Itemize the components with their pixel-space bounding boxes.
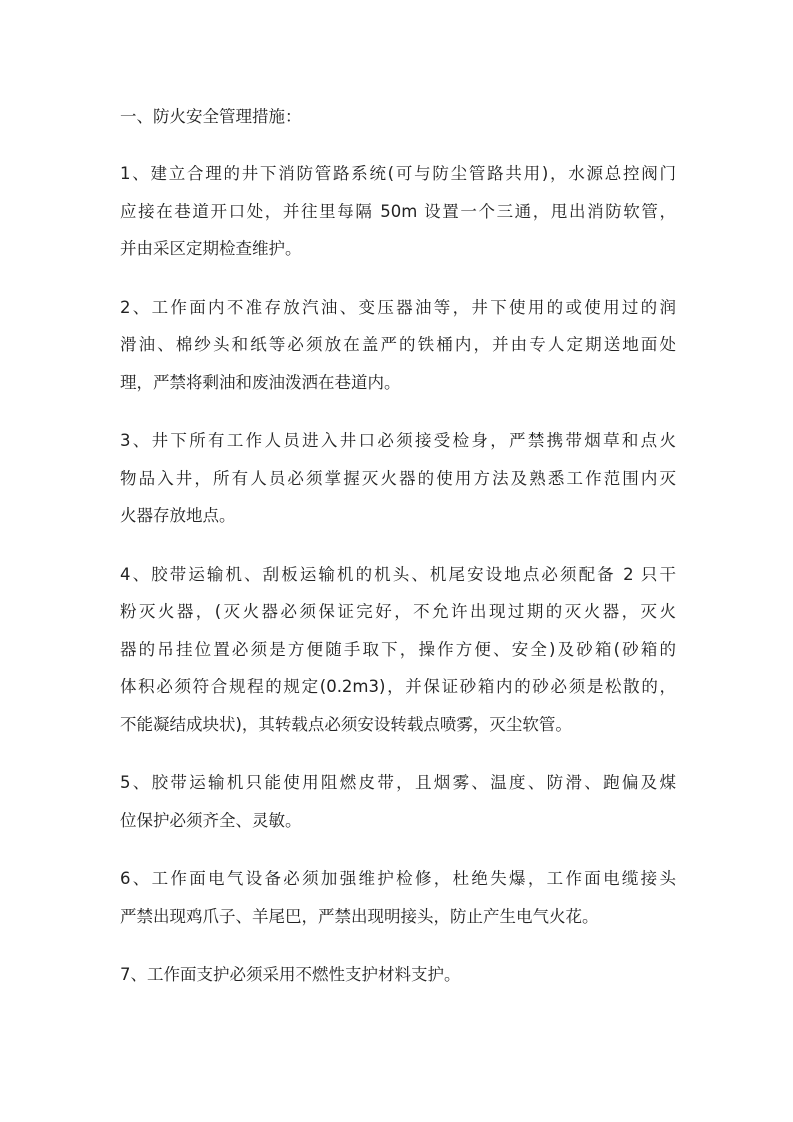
paragraph-3 xyxy=(120,422,676,535)
document-body xyxy=(120,100,676,994)
paragraph-line: 6、工作面电气设备必须加强维护检修，杜绝失爆，工作面电缆接头 xyxy=(120,869,676,888)
paragraph-1 xyxy=(120,155,676,268)
paragraph-line: 位保护必须齐全、灵敏。 xyxy=(120,810,302,830)
paragraph-line: 理，严禁将剩油和废油泼洒在巷道内。 xyxy=(120,372,401,392)
paragraph-4 xyxy=(120,556,676,744)
paragraph-line: 体积必须符合规程的规定(0.2m3)，并保证砂箱内的砂必须是松散的， xyxy=(120,677,676,696)
paragraph-line: 器的吊挂位置必须是方便随手取下，操作方便、安全)及砂箱(砂箱的 xyxy=(120,639,676,659)
paragraph-line: 火器存放地点。 xyxy=(120,506,236,525)
paragraph-line: 物品入井，所有人员必须掌握灭火器的使用方法及熟悉工作范围内灭 xyxy=(120,468,676,488)
paragraph-line: 3、井下所有工作人员进入井口必须接受检身，严禁携带烟草和点火 xyxy=(120,431,676,450)
paragraph-line: 4、胶带运输机、刮板运输机的机头、机尾安设地点必须配备 2 只干 xyxy=(120,564,676,584)
paragraph-line: 并由采区定期检查维护。 xyxy=(120,239,302,258)
paragraph-line: 不能凝结成块状)，其转载点必须安设转载点喷雾，灭尘软管。 xyxy=(120,714,572,734)
paragraph-6 xyxy=(120,860,676,935)
paragraph-line: 2、工作面内不准存放汽油、变压器油等，井下使用的或使用过的润 xyxy=(120,297,676,317)
paragraph-line: 粉灭火器，(灭火器必须保证完好，不允许出现过期的灭火器，灭火 xyxy=(120,602,676,621)
paragraph-line: 严禁出现鸡爪子、羊尾巴，严禁出现明接头，防止产生电气火花。 xyxy=(120,906,599,926)
paragraph-line: 7、工作面支护必须采用不燃性支护材料支护。 xyxy=(120,965,461,984)
paragraph-7 xyxy=(120,956,676,994)
paragraph-5 xyxy=(120,764,676,839)
paragraph-2 xyxy=(120,289,676,402)
section-heading: 一、防火安全管理措施： xyxy=(120,107,302,126)
paragraph-line: 滑油、棉纱头和纸等必须放在盖严的铁桶内，并由专人定期送地面处 xyxy=(120,335,676,354)
paragraph-line: 5、胶带运输机只能使用阻燃皮带，且烟雾、温度、防滑、跑偏及煤 xyxy=(120,773,676,792)
paragraph-line: 应接在巷道开口处，并往里每隔 50m 设置一个三通，甩出消防软管， xyxy=(120,201,676,221)
paragraph-line: 1、建立合理的井下消防管路系统(可与防尘管路共用)，水源总控阀门 xyxy=(120,164,676,183)
